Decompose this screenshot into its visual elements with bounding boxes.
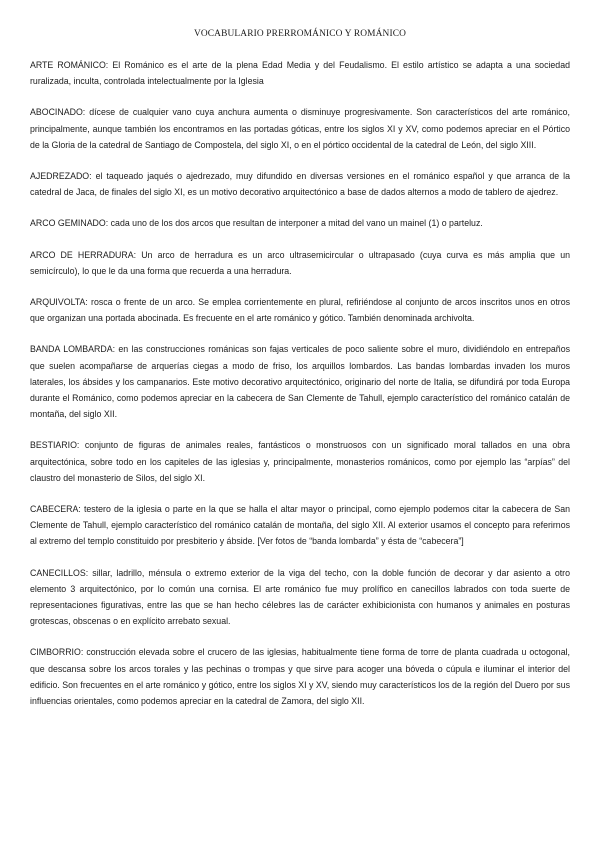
entry-canecillos xyxy=(30,565,570,630)
entry-arco-geminado xyxy=(30,215,570,231)
entry-bestiario xyxy=(30,437,570,486)
entry-arte-romanico xyxy=(30,57,570,89)
entry-ajedrezado xyxy=(30,168,570,200)
entry-term: CABECERA: xyxy=(30,504,81,515)
entry-term: ARTE ROMÁNICO: xyxy=(30,60,109,70)
entry-cabecera xyxy=(30,501,570,550)
entry-term: AJEDREZADO: xyxy=(30,171,92,182)
entry-arco-de-herradura xyxy=(30,247,570,279)
entry-definition: el taqueado jaqués o ajedrezado, muy difundido en diversas versiones en el románico español y que arranca de la catedral de Jaca, de finales del siglo XI, es un motivo decorativo arquitectónico a base de dados alternos a modo de tablero de ajedrez. xyxy=(30,171,570,198)
entry-definition: rosca o frente de un arco. Se emplea corrientemente en plural, refiriéndose al conjunto de arcos inscritos unos en otros que organizan una portada abocinada. Es frecuente en el arte románico y gótico. También denominada archivolta. xyxy=(30,297,570,324)
entry-definition: testero de la iglesia o parte en la que se halla el altar mayor o principal, como ejemplo podemos citar la cabecera de San Clemente de Tahull, ejemplo característico del románico catalán de montaña, del siglo XII. Al exterior usamos el concepto para referirnos al extremo del templo constituido por presbiterio y ábside. [Ver fotos de “banda lombarda” y ésta de “cabecera”] xyxy=(30,504,570,547)
entry-cimborrio xyxy=(30,644,570,709)
entry-arquivolta xyxy=(30,294,570,326)
entry-abocinado xyxy=(30,104,570,153)
document-title: VOCABULARIO PRERROMÁNICO Y ROMÁNICO xyxy=(193,29,407,39)
entry-term: BANDA LOMBARDA: xyxy=(30,344,116,355)
entry-term: ARCO DE HERRADURA: xyxy=(30,249,137,260)
entry-definition: dícese de cualquier vano cuya anchura aumenta o disminuye progresivamente. Son característicos del arte románico, principalmente, aunque también los encontramos en las portadas góticas, entre los siglos XI y XV, como podemos apreciar en el Pórtico de la Gloria de la catedral de Santiago de Compostela, del siglo XI, o en el pórtico occidental de la catedral de León, del siglo XIII. xyxy=(30,107,570,150)
entry-term: ABOCINADO: xyxy=(30,107,86,118)
entry-term: ARCO GEMINADO: xyxy=(30,218,109,229)
entry-term: BESTIARIO: xyxy=(30,440,80,451)
entry-definition: conjunto de figuras de animales reales, fantásticos o monstruosos con un significado moral tallados en una obra arquitectónica, sobre todo en los capiteles de las iglesias y, principalmente, monasterios románicos, como por ejemplo las “arpías” del claustro del monasterio de Silos, del siglo XI. xyxy=(30,440,570,483)
entry-term: CIMBORRIO: xyxy=(30,647,84,658)
entry-definition: construcción elevada sobre el crucero de las iglesias, habitualmente tiene forma de torre de planta cuadrada u octogonal, que descansa sobre los arcos torales y las pechinas o trompas y que sirve para acoger una bóveda o cúpula e iluminar el interior del edificio. Son frecuentes en el arte románico y gótico, entre los siglos XI y XV, siendo muy característicos los de la región del Duero por sus influencias orientales, como podemos apreciar en la catedral de Zamora, del siglo XII. xyxy=(30,647,570,707)
entry-definition: Un arco de herradura es un arco ultrasemicircular o ultrapasado (cuya curva es más amplia que un semicírculo), lo que le da una forma que recuerda a una herradura. xyxy=(30,249,570,276)
entry-term: CANECILLOS: xyxy=(30,567,89,578)
entry-term: ARQUIVOLTA: xyxy=(30,297,88,308)
entry-definition: en las construcciones románicas son fajas verticales de poco saliente sobre el muro, dividiéndolo en entrepaños que suelen acompañarse de arquerías ciegas a modo de friso, los arquillos lombardos. Las bandas lombardas invaden los muros laterales, los ábsides y los campanarios. Este motivo decorativo arquitectónico, originario del norte de Italia, se difundirá por toda Europa durante el Románico, como podemos apreciar en la cabecera de San Clemente de Tahull, ejemplo característico del románico catalán de montaña, del siglo XII. xyxy=(30,344,570,420)
entry-definition: El Románico es el arte de la plena Edad Media y del Feudalismo. El estilo artístico se adapta a una sociedad ruralizada, inculta, controlada intelectualmente por la Iglesia xyxy=(30,60,570,87)
entry-definition: sillar, ladrillo, ménsula o extremo exterior de la viga del techo, con la doble función de decorar y dar asiento a otro elemento 3 arquitectónico, por lo común una cornisa. El arte románico fue muy prolífico en canecillos labrados con toda suerte de representaciones figurativas, entre las que se han hecho célebres las de carácter exhibicionista con humanos y animales en posturas grotescas, obscenas o en explícito arrebato sexual. xyxy=(30,567,570,627)
entry-definition: cada uno de los dos arcos que resultan de interponer a mitad del vano un mainel (1) o parteluz. xyxy=(110,218,483,229)
entry-banda-lombarda xyxy=(30,341,570,422)
